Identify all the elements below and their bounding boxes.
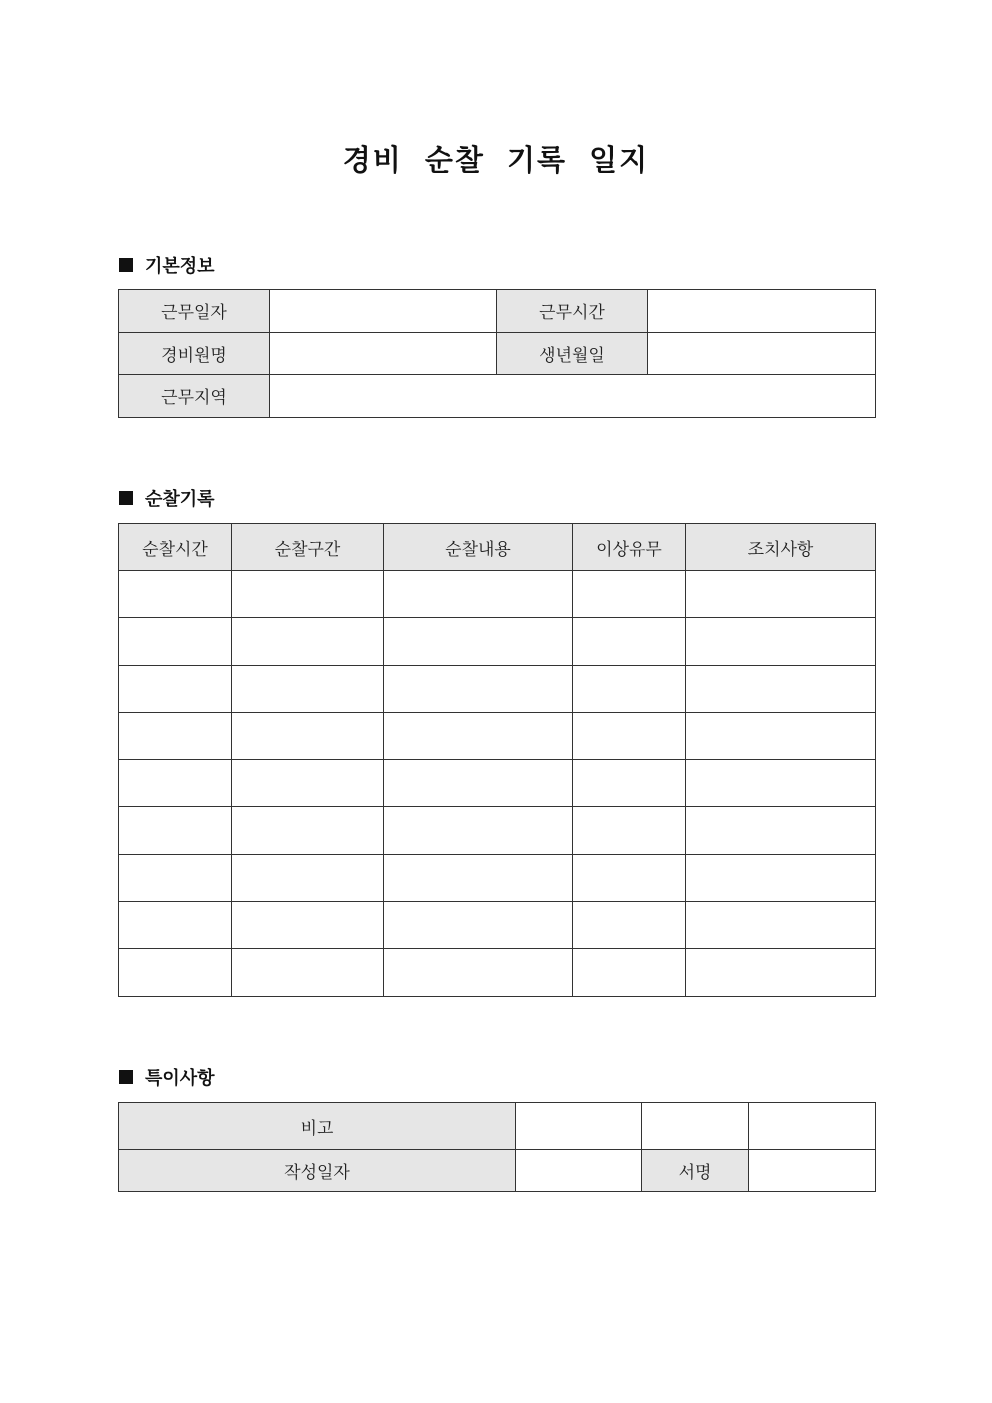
table-row — [119, 332, 876, 375]
page-title: 경비 순찰 기록 일지 — [342, 143, 650, 177]
section-heading-remarks — [119, 1065, 215, 1089]
table-row — [119, 1150, 876, 1192]
table-row — [119, 571, 876, 618]
section-heading-label: 순찰기록 — [145, 489, 215, 510]
abnormality-cell[interactable] — [573, 902, 686, 949]
table-row — [119, 807, 876, 854]
action-taken-cell[interactable] — [686, 854, 876, 901]
patrol-section-cell[interactable] — [232, 902, 384, 949]
abnormality-cell[interactable] — [573, 712, 686, 759]
abnormality-cell[interactable] — [573, 949, 686, 996]
work-time-label: 근무시간 — [497, 290, 648, 333]
column-header-abnormality: 이상유무 — [573, 524, 686, 571]
note-field-1[interactable] — [516, 1103, 642, 1150]
abnormality-cell[interactable] — [573, 571, 686, 618]
patrol-content-cell[interactable] — [384, 854, 573, 901]
patrol-time-cell[interactable] — [119, 760, 232, 807]
patrol-record-table — [118, 523, 876, 997]
column-header-patrol-content: 순찰내용 — [384, 524, 573, 571]
action-taken-cell[interactable] — [686, 949, 876, 996]
patrol-time-cell[interactable] — [119, 807, 232, 854]
patrol-section-cell[interactable] — [232, 760, 384, 807]
table-header-row — [119, 524, 876, 571]
birth-date-field[interactable] — [648, 332, 876, 375]
guard-name-field[interactable] — [270, 332, 497, 375]
abnormality-cell[interactable] — [573, 760, 686, 807]
column-header-patrol-time: 순찰시간 — [119, 524, 232, 571]
note-label: 비고 — [119, 1103, 516, 1150]
patrol-section-cell[interactable] — [232, 854, 384, 901]
section-heading-label: 특이사항 — [145, 1068, 215, 1089]
table-row — [119, 949, 876, 996]
patrol-section-cell[interactable] — [232, 712, 384, 759]
section-heading-patrol-record — [119, 486, 215, 510]
patrol-time-cell[interactable] — [119, 712, 232, 759]
guard-name-label: 경비원명 — [119, 332, 270, 375]
table-row — [119, 760, 876, 807]
abnormality-cell[interactable] — [573, 854, 686, 901]
action-taken-cell[interactable] — [686, 571, 876, 618]
work-date-label: 근무일자 — [119, 290, 270, 333]
patrol-content-cell[interactable] — [384, 807, 573, 854]
note-field-3[interactable] — [749, 1103, 876, 1150]
basic-info-table — [118, 289, 876, 418]
patrol-time-cell[interactable] — [119, 571, 232, 618]
patrol-content-cell[interactable] — [384, 665, 573, 712]
note-field-2[interactable] — [642, 1103, 749, 1150]
section-heading-basic-info — [119, 253, 215, 277]
action-taken-cell[interactable] — [686, 807, 876, 854]
patrol-content-cell[interactable] — [384, 618, 573, 665]
remarks-table — [118, 1102, 876, 1192]
birth-date-label: 생년월일 — [497, 332, 648, 375]
patrol-time-cell[interactable] — [119, 949, 232, 996]
patrol-content-cell[interactable] — [384, 712, 573, 759]
black-square-icon — [119, 258, 133, 272]
abnormality-cell[interactable] — [573, 665, 686, 712]
patrol-content-cell[interactable] — [384, 949, 573, 996]
table-row — [119, 290, 876, 333]
table-row — [119, 902, 876, 949]
table-row — [119, 375, 876, 418]
write-date-label: 작성일자 — [119, 1150, 516, 1192]
signature-label: 서명 — [642, 1150, 749, 1192]
column-header-action-taken: 조치사항 — [686, 524, 876, 571]
action-taken-cell[interactable] — [686, 712, 876, 759]
column-header-patrol-section: 순찰구간 — [232, 524, 384, 571]
signature-field[interactable] — [749, 1150, 876, 1192]
patrol-record-body — [119, 571, 876, 997]
table-row — [119, 712, 876, 759]
patrol-time-cell[interactable] — [119, 618, 232, 665]
action-taken-cell[interactable] — [686, 902, 876, 949]
patrol-section-cell[interactable] — [232, 807, 384, 854]
work-date-field[interactable] — [270, 290, 497, 333]
work-time-field[interactable] — [648, 290, 876, 333]
action-taken-cell[interactable] — [686, 760, 876, 807]
patrol-content-cell[interactable] — [384, 571, 573, 618]
black-square-icon — [119, 1070, 133, 1084]
patrol-time-cell[interactable] — [119, 902, 232, 949]
patrol-time-cell[interactable] — [119, 854, 232, 901]
section-heading-label: 기본정보 — [145, 256, 215, 277]
abnormality-cell[interactable] — [573, 618, 686, 665]
table-row — [119, 618, 876, 665]
work-area-label: 근무지역 — [119, 375, 270, 418]
patrol-section-cell[interactable] — [232, 949, 384, 996]
patrol-content-cell[interactable] — [384, 902, 573, 949]
action-taken-cell[interactable] — [686, 618, 876, 665]
table-row — [119, 854, 876, 901]
action-taken-cell[interactable] — [686, 665, 876, 712]
write-date-field[interactable] — [516, 1150, 642, 1192]
patrol-section-cell[interactable] — [232, 665, 384, 712]
table-row — [119, 665, 876, 712]
black-square-icon — [119, 491, 133, 505]
table-row — [119, 1103, 876, 1150]
patrol-section-cell[interactable] — [232, 571, 384, 618]
patrol-time-cell[interactable] — [119, 665, 232, 712]
work-area-field[interactable] — [270, 375, 876, 418]
abnormality-cell[interactable] — [573, 807, 686, 854]
patrol-section-cell[interactable] — [232, 618, 384, 665]
patrol-content-cell[interactable] — [384, 760, 573, 807]
